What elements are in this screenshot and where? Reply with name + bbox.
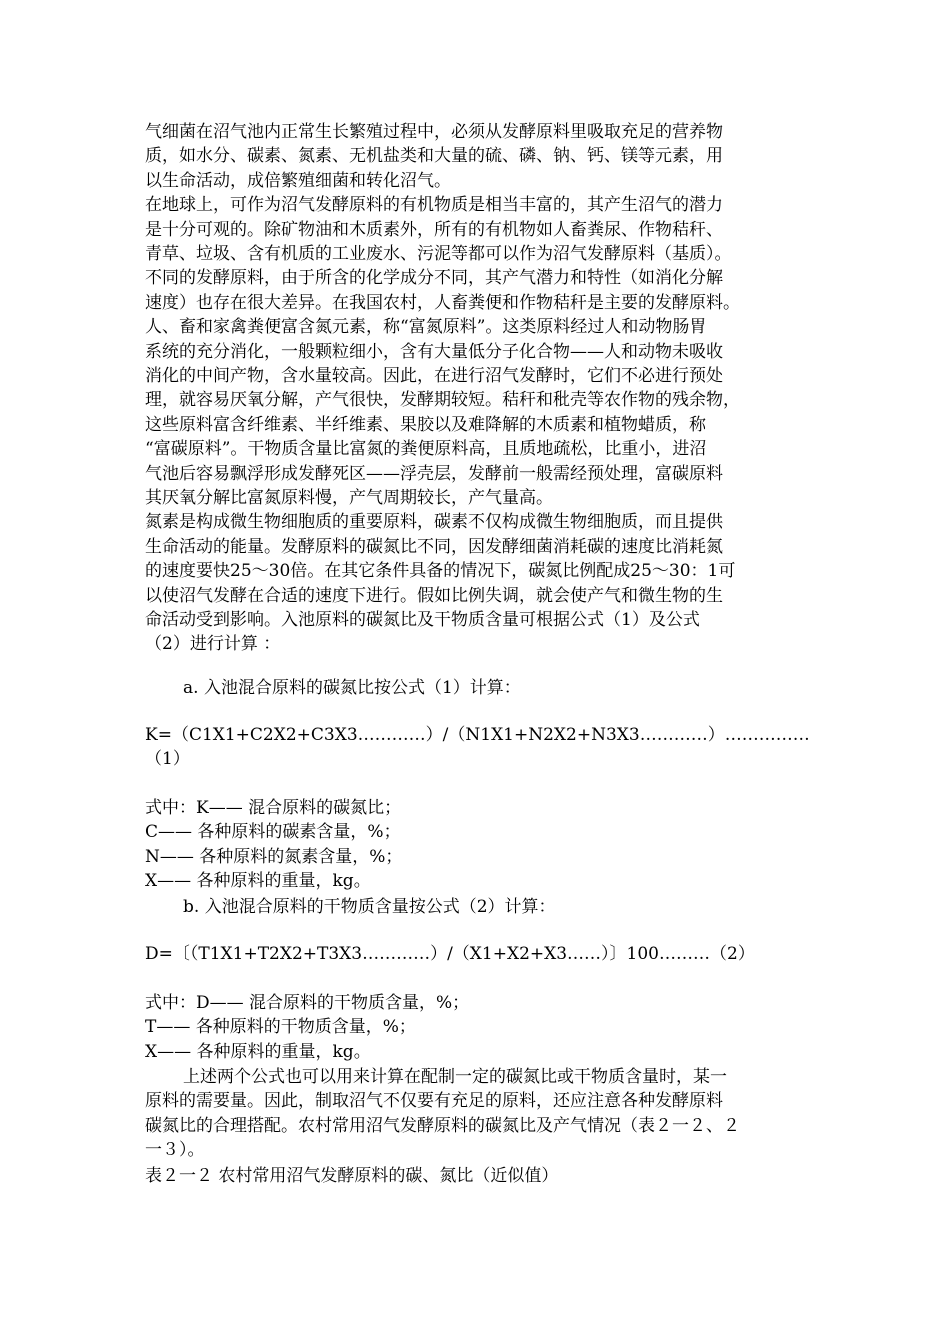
formula-a-legend-line: N—— 各种原料的氮素含量，%； [145, 846, 403, 867]
body-text-line: 是十分可观的。除矿物油和木质素外，所有的有机物如人畜粪尿、作物秸秆、 [145, 219, 723, 240]
formula-a-legend-line: C—— 各种原料的碳素含量，%； [145, 822, 401, 843]
closing-text-line: 碳氮比的合理搭配。农村常用沼气发酵原料的碳氮比及产气情况（表２一２、２ [145, 1115, 740, 1136]
formula-a-legend-line: X—— 各种原料的重量，kg。 [145, 871, 371, 892]
formula-a-heading: a. 入池混合原料的碳氮比按公式（1）计算： [183, 678, 521, 698]
table-caption: 表２一２ 农村常用沼气发酵原料的碳、氮比（近似值） [145, 1166, 559, 1186]
body-text-line: 在地球上，可作为沼气发酵原料的有机物质是相当丰富的，其产生沼气的潜力 [145, 195, 723, 216]
body-text-line: 不同的发酵原料，由于所含的化学成分不同，其产气潜力和特性（如消化分解 [145, 268, 723, 289]
closing-text-line: 一３）。 [145, 1140, 205, 1161]
formula-a-legend-line: 式中：K—— 混合原料的碳氮比； [145, 798, 402, 818]
body-text-line: 青草、垃圾、含有机质的工业废水、污泥等都可以作为沼气发酵原料（基质）。 [145, 244, 732, 264]
body-text-line: 速度）也存在很大差异。在我国农村，人畜粪便和作物秸秆是主要的发酵原料。 [145, 292, 740, 313]
body-text-line: 这些原料富含纤维素、半纤维素、果胶以及难降解的木质素和植物蜡质，称 [145, 414, 706, 435]
body-text-line: （2）进行计算 ： [145, 634, 281, 655]
formula-b-heading: b. 入池混合原料的干物质含量按公式（2）计算： [183, 897, 556, 917]
formula-a-equation: K=（C1X1+C2X2+C3X3…………）/（N1X1+N2X2+N3X3…………）…………… [145, 725, 810, 745]
body-text-line: 的速度要快25～30倍。在其它条件具备的情况下，碳氮比例配成25～30：1可 [145, 561, 736, 582]
formula-b-legend-line: 式中：D—— 混合原料的干物质含量，%； [145, 993, 470, 1013]
formula-a-number: （1） [145, 749, 190, 769]
closing-text-line: 原料的需要量。因此，制取沼气不仅要有充足的原料，还应注意各种发酵原料 [145, 1091, 723, 1112]
formula-b-legend-line: X—— 各种原料的重量，kg。 [145, 1041, 371, 1062]
body-text-line: 生命活动的能量。发酵原料的碳氮比不同，因发酵细菌消耗碳的速度比消耗氮 [145, 536, 723, 557]
body-text-line: 气细菌在沼气池内正常生长繁殖过程中，必须从发酵原料里吸取充足的营养物 [145, 122, 723, 142]
body-text-line: 消化的中间产物，含水量较高。因此，在进行沼气发酵时，它们不必进行预处 [145, 366, 723, 386]
closing-text-line: 上述两个公式也可以用来计算在配制一定的碳氮比或干物质含量时，某一 [183, 1067, 727, 1087]
body-text-line: 质，如水分、碳素、氮素、无机盐类和大量的硫、磷、钠、钙、镁等元素，用 [145, 146, 723, 167]
body-text-line: 气池后容易飘浮形成发酵死区——浮壳层，发酵前一般需经预处理，富碳原料 [145, 463, 723, 484]
body-text-line: 氮素是构成微生物细胞质的重要原料，碳素不仅构成微生物细胞质，而且提供 [145, 512, 723, 533]
body-text-line: 以生命活动，成倍繁殖细菌和转化沼气。 [145, 170, 451, 191]
body-text-line: 以使沼气发酵在合适的速度下进行。假如比例失调，就会使产气和微生物的生 [145, 585, 723, 606]
body-text-line: 理，就容易厌氧分解，产气很快，发酵期较短。秸秆和秕壳等农作物的残余物， [145, 390, 740, 411]
body-text-line: 其厌氧分解比富氮原料慢，产气周期较长，产气量高。 [145, 488, 553, 508]
body-text-line: 系统的充分消化，一般颗粒细小，含有大量低分子化合物——人和动物未吸收 [145, 341, 723, 362]
body-text-line: “富碳原料”。干物质含量比富氮的粪便原料高，且质地疏松，比重小，进沼 [145, 439, 707, 460]
body-text-line: 命活动受到影响。入池原料的碳氮比及干物质含量可根据公式（1）及公式 [145, 610, 700, 630]
body-text-line: 人、畜和家禽粪便富含氮元素，称“富氮原料”。这类原料经过人和动物肠胃 [145, 317, 707, 338]
formula-b-legend-line: T—— 各种原料的干物质含量，%； [145, 1017, 416, 1038]
formula-b-equation: D=〔（T1X1+T2X2+T3X3…………）/（X1+X2+X3……）〕100………（2） [145, 944, 755, 964]
